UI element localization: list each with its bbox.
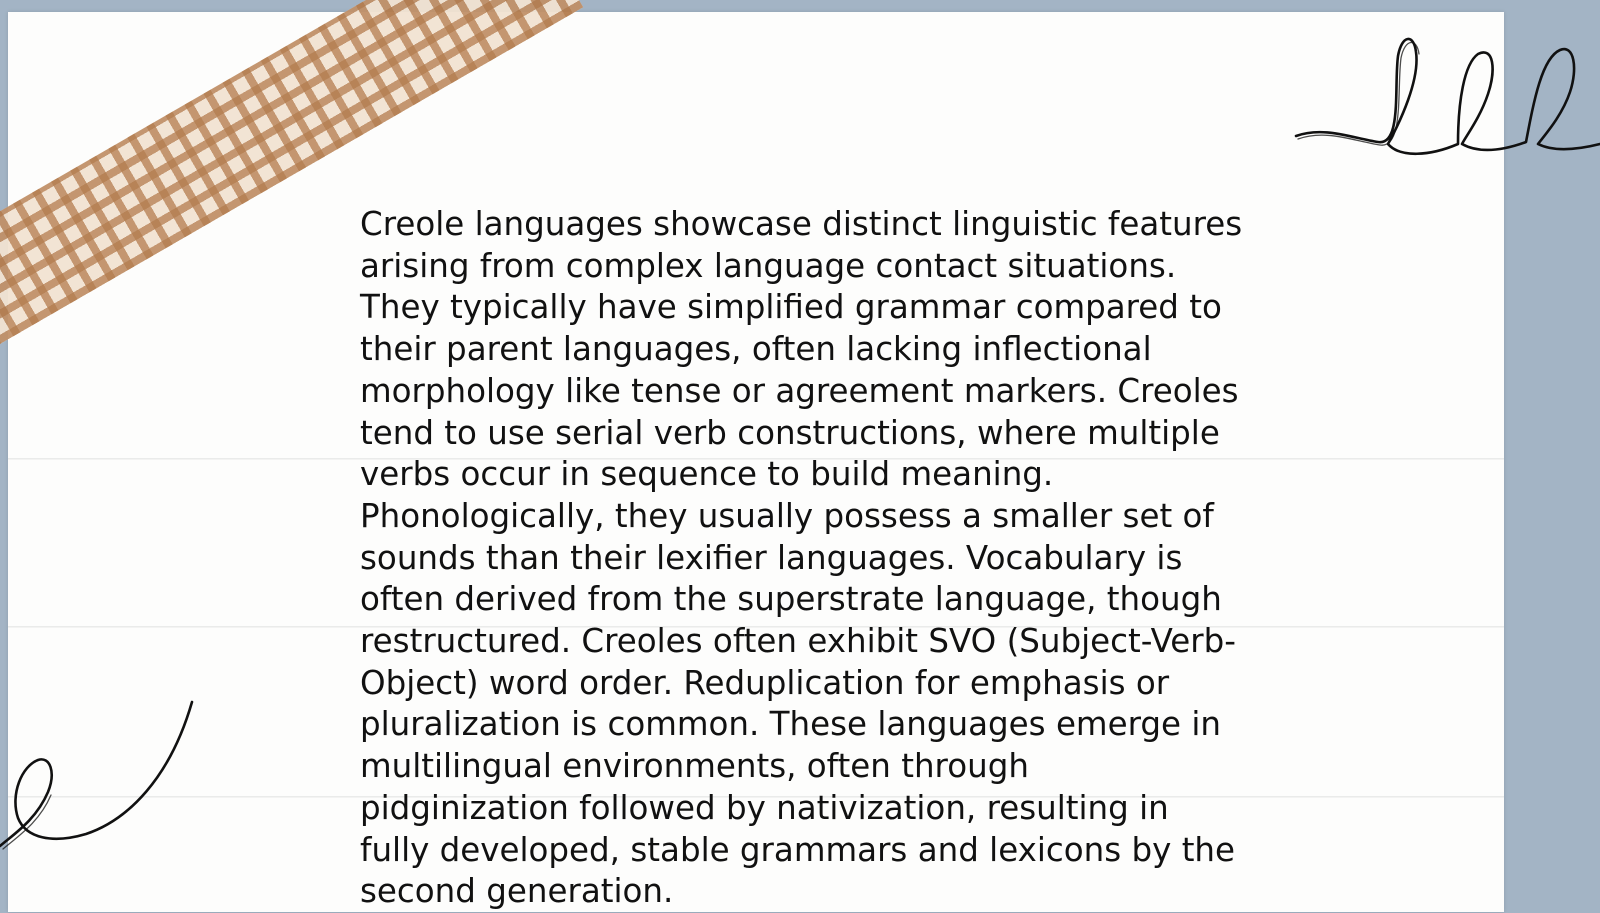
top-right-loop-doodle xyxy=(1290,30,1600,170)
body-paragraph: Creole languages showcase distinct linguistic features arising from complex language contact situations. They typically have simplified grammar compared to their parent languages, often lacking inflectional morphology like tense or agreement markers. Creoles tend to use serial verb constructions, where multiple verbs occur in sequence to build meaning. Phonologically, they usually possess a smaller set of sounds than their lexifier languages. Vocabulary is often derived from the superstrate language, though restructured. Creoles often exhibit SVO (Subject-Verb- Object) word order. Reduplication for emphasis or pluralization is common. These languages emerge in multilingual environments, often through pidginization followed by nativization, resulting in fully developed, stable grammars and lexicons by the second generation. xyxy=(360,205,1243,911)
bottom-left-loop-doodle xyxy=(0,700,200,860)
